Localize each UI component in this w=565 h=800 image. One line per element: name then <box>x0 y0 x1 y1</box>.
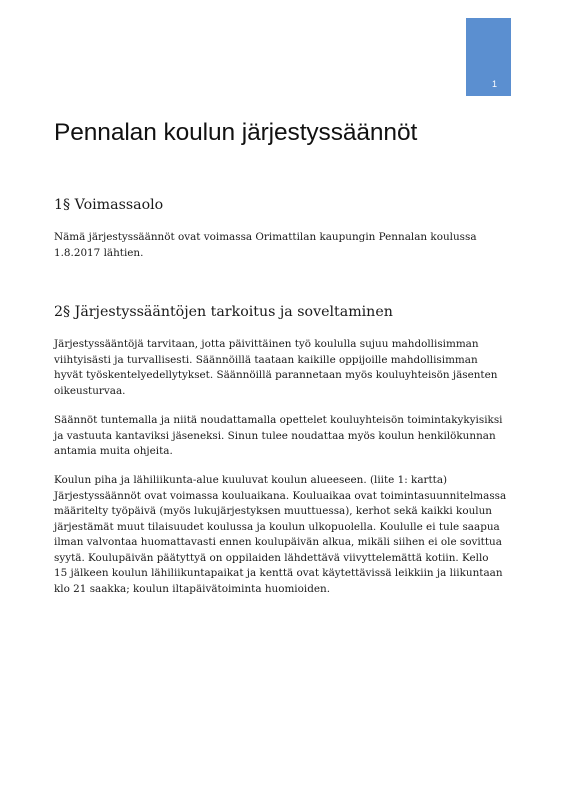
paragraph-following-rules <box>54 413 514 460</box>
page-number-tab <box>466 18 511 96</box>
text-line: viihtyisästi ja turvallisesti. Säännöillä taataan kaikille oppijoille mahdollisimman <box>54 353 478 366</box>
text-line: järjestämät muut tilaisuudet koulussa ja koulun ulkopuolella. Koululle ei tule saapua <box>54 520 500 533</box>
text-line: oikeusturvaa. <box>54 384 126 397</box>
section-heading-tarkoitus: 2§ Järjestyssääntöjen tarkoitus ja soveltaminen <box>54 304 393 320</box>
text-line: 15 jälkeen koulun lähiliikuntapaikat ja kenttä ovat käytettävissä leikkiin ja liikuntaan <box>54 567 503 579</box>
text-line: Koulun piha ja lähiliikunta-alue kuuluvat koulun alueeseen. (liite 1: kartta) <box>54 474 448 486</box>
document-title: Pennalan koulun järjestyssäännöt <box>54 119 418 146</box>
text-line: hyvät työskentelyedellytykset. Säännöillä parannetaan myös kouluyhteisön jäsenten <box>54 369 498 381</box>
section-heading-voimassaolo: 1§ Voimassaolo <box>54 197 164 213</box>
paragraph-school-area <box>54 473 514 597</box>
text-line: Nämä järjestyssäännöt ovat voimassa Orimattilan kaupungin Pennalan koulussa <box>54 231 477 243</box>
paragraph-voimassaolo <box>54 230 514 261</box>
page-number: 1 <box>492 79 498 89</box>
text-line: Järjestyssäännöt ovat voimassa kouluaikana. Kouluaikaa ovat toimintasuunnitelmassa <box>54 489 507 502</box>
text-line: ja vastuuta kantaviksi jäseneksi. Sinun tulee noudattaa myös koulun henkilökunnan <box>54 429 496 442</box>
paragraph-purpose <box>54 337 514 399</box>
text-line: 1.8.2017 lähtien. <box>54 246 144 259</box>
text-line: Järjestyssääntöjä tarvitaan, jotta päivittäinen työ koululla sujuu mahdollisimman <box>54 338 479 350</box>
text-line: antamia muita ohjeita. <box>54 445 173 457</box>
text-line: määritelty työpäivä (myös lukujärjestyksen muuttuessa), kerhot sekä kaikki koulun <box>54 505 492 517</box>
text-line: ilman valvontaa huomattavasti ennen koulupäivän alkua, mikäli siihen ei ole sovittua <box>54 536 502 548</box>
text-line: Säännöt tuntemalla ja niitä noudattamalla opettelet kouluyhteisön toimintakykyisiksi <box>54 414 503 426</box>
text-line: klo 21 saakka; koulun iltapäivätoiminta huomioiden. <box>54 582 331 595</box>
text-line: syytä. Koulupäivän päätyttyä on oppilaiden lähdettävä viivyttelemättä kotiin. Kello <box>54 551 489 564</box>
